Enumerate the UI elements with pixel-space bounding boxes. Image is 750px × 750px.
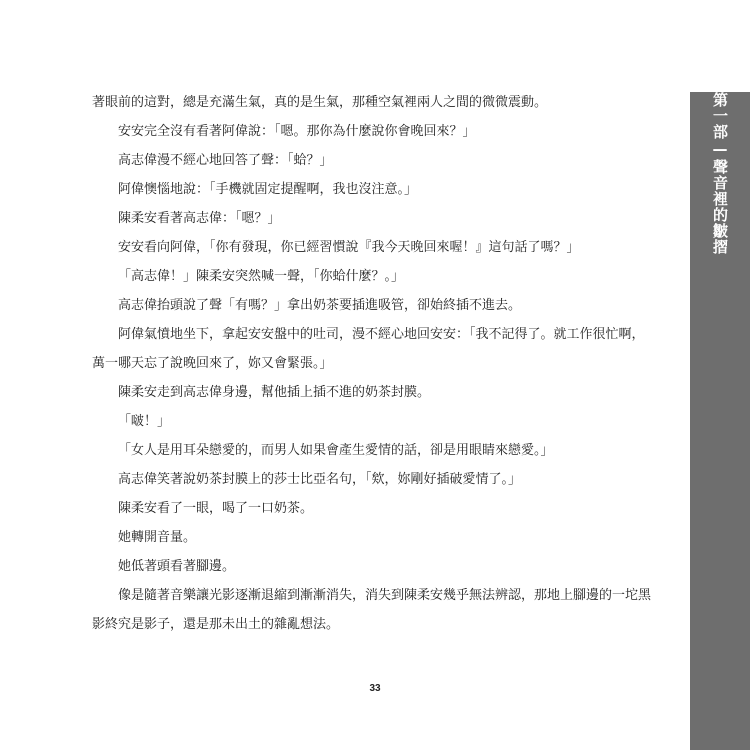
paragraph: 「啵！」 [118, 414, 171, 429]
chapter-title: 第一部—聲音裡的皺摺 [711, 92, 729, 255]
paragraph: 陳柔安走到高志偉身邊，幫他插上插不進的奶茶封膜。 [118, 385, 431, 400]
paragraph: 她轉開音量。 [118, 530, 197, 545]
paragraph: 陳柔安看了一眼，喝了一口奶茶。 [118, 501, 314, 516]
paragraph: 她低著頭看著腳邊。 [118, 559, 236, 574]
paragraph: 高志偉笑著說奶茶封膜上的莎士比亞名句，「欸，妳剛好插破愛情了。」 [118, 472, 522, 487]
paragraph: 「高志偉！」陳柔安突然喊一聲，「你蛤什麼？。」 [118, 269, 405, 284]
body-text [92, 88, 652, 639]
chapter-sidebar [690, 92, 750, 750]
paragraph: 阿偉氣憤地坐下，拿起安安盤中的吐司，漫不經心地回安安：「我不記得了。就工作很忙啊，萬一哪天忘了說晚回來了，妳又會緊張。」 [92, 327, 645, 371]
paragraph: 安安看向阿偉，「你有發現，你已經習慣說『我今天晚回來喔！』這句話了嗎？」 [118, 240, 580, 255]
paragraph: 高志偉漫不經心地回答了聲：「蛤？」 [118, 153, 333, 168]
paragraph: 著眼前的這對，總是充滿生氣，真的是生氣，那種空氣裡兩人之間的微微震動。 [92, 95, 548, 110]
paragraph: 阿偉懊惱地說：「手機就固定提醒啊，我也沒注意。」 [118, 182, 418, 197]
paragraph: 像是隨著音樂讓光影逐漸退縮到漸漸消失，消失到陳柔安幾乎無法辨認，那地上腳邊的一坨黑影終究是影子，還是那未出土的雜亂想法。 [92, 588, 652, 632]
paragraph: 「女人是用耳朵戀愛的，而男人如果會產生愛情的話，卻是用眼睛來戀愛。」 [118, 443, 554, 458]
paragraph: 高志偉抬頭說了聲「有嗎？」拿出奶茶要插進吸管，卻始終插不進去。 [118, 298, 522, 313]
paragraph: 陳柔安看著高志偉：「嗯？」 [118, 211, 281, 226]
paragraph: 安安完全沒有看著阿偉說：「嗯。那你為什麼說你會晚回來？」 [118, 124, 476, 139]
page-number: 33 [369, 683, 381, 694]
